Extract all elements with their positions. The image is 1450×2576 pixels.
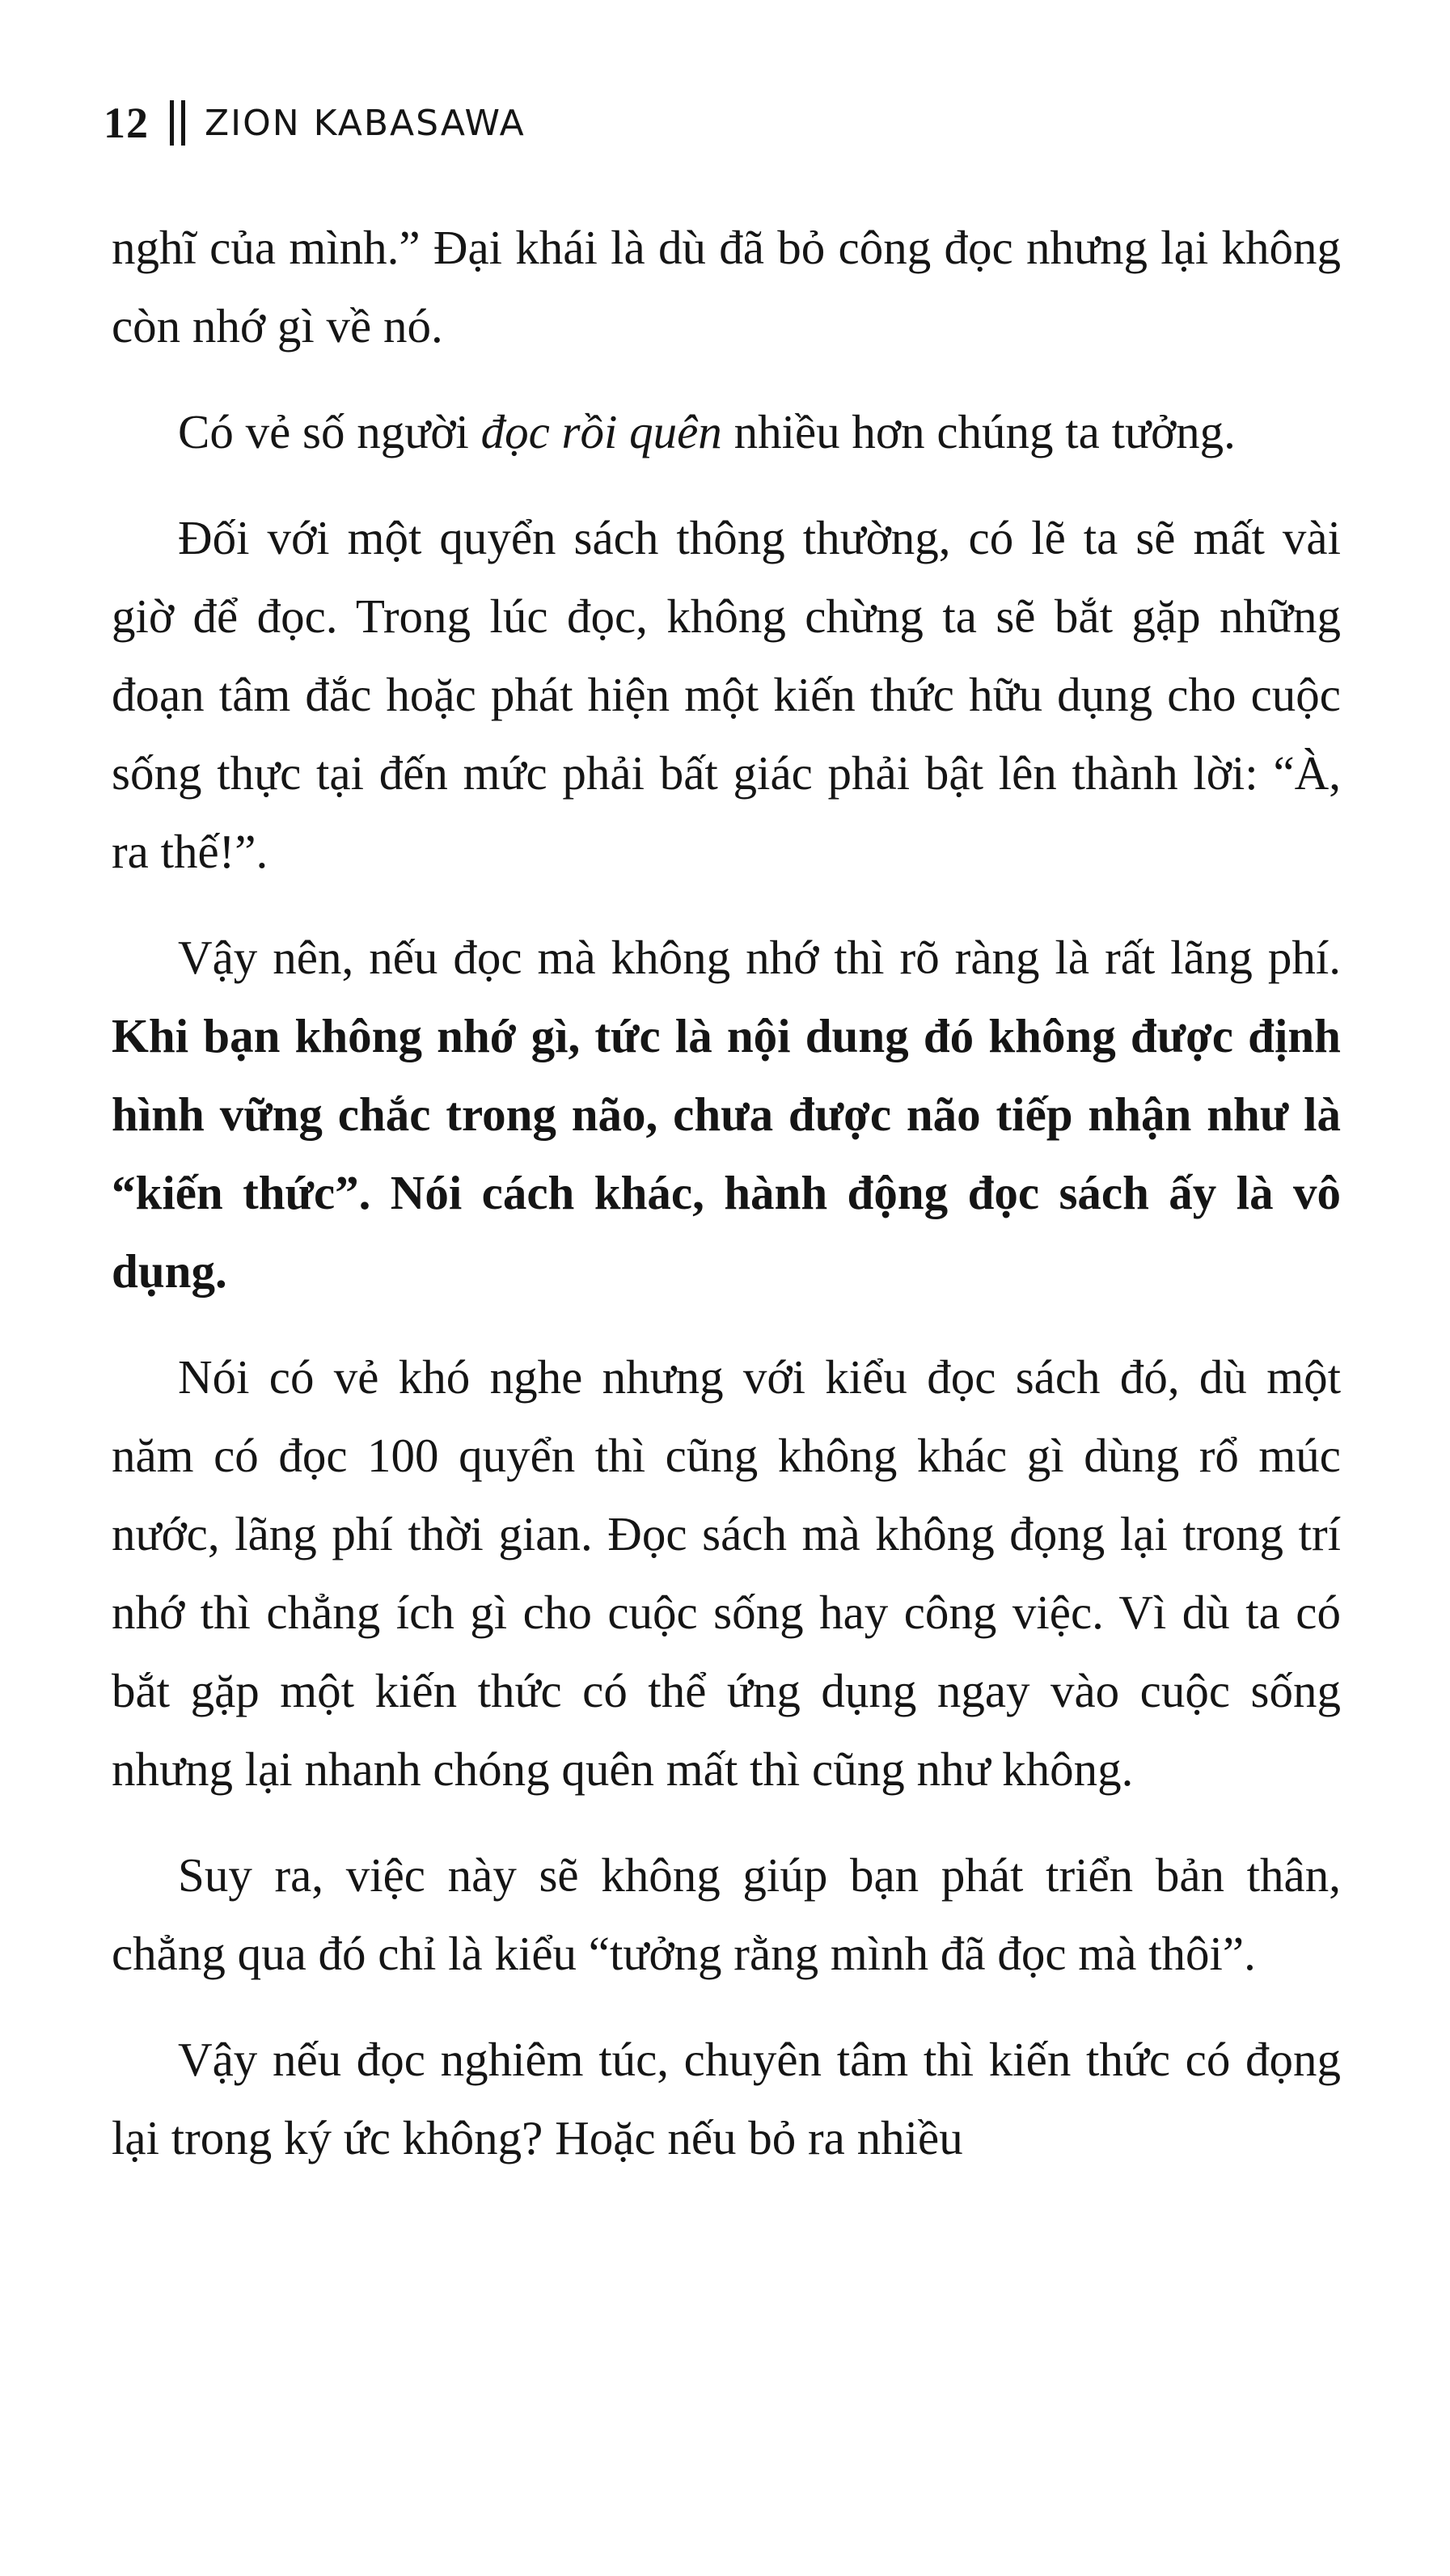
paragraph-text: nghĩ của mình.” Đại khái là dù đã bỏ công đọc nhưng lại không còn nhớ gì về nó.: [112, 221, 1341, 353]
paragraph-4: [112, 918, 1341, 1311]
body-text: [112, 209, 1341, 2205]
paragraph-text: Suy ra, việc này sẽ không giúp bạn phát triển bản thân, chẳng qua đó chỉ là kiểu “tưởng rằng mình đã đọc mà thôi”.: [112, 1848, 1341, 1980]
paragraph-text: Đối với một quyển sách thông thường, có lẽ ta sẽ mất vài giờ để đọc. Trong lúc đọc, không chừng ta sẽ bắt gặp những đoạn tâm đắc hoặc phát hiện một kiến thức hữu dụng cho cuộc sống thực tại đến mức phải bất giác phải bật lên thành lời: “À, ra thế!”.: [112, 511, 1341, 878]
paragraph-1: [112, 209, 1341, 365]
paragraph-7: [112, 2021, 1341, 2177]
paragraph-text: Vậy nếu đọc nghiêm túc, chuyên tâm thì kiến thức có đọng lại trong ký ức không? Hoặc nếu bỏ ra nhiều: [112, 2033, 1341, 2164]
paragraph-6: [112, 1836, 1341, 1993]
header-separator: [170, 100, 185, 146]
paragraph-3: [112, 499, 1341, 891]
page-number: 12: [104, 99, 149, 147]
paragraph-text: Có vẻ số người: [178, 405, 481, 458]
running-header: [104, 91, 526, 155]
paragraph-text: Vậy nên, nếu đọc mà không nhớ thì rõ ràng là rất lãng phí.: [178, 931, 1341, 984]
paragraph-5: [112, 1338, 1341, 1809]
paragraph-text: nhiều hơn chúng ta tưởng.: [721, 405, 1236, 458]
separator-bar: [170, 100, 174, 146]
paragraph-2: [112, 393, 1341, 471]
separator-bar: [181, 100, 185, 146]
author-name: ZION KABASAWA: [205, 102, 526, 144]
paragraph-text: Nói có vẻ khó nghe nhưng với kiểu đọc sách đó, dù một năm có đọc 100 quyển thì cũng không khác gì dùng rổ múc nước, lãng phí thời gian. Đọc sách mà không đọng lại trong trí nhớ thì chẳng ích gì cho cuộc sống hay công việc. Vì dù ta có bắt gặp một kiến thức có thể ứng dụng ngay vào cuộc sống nhưng lại nhanh chóng quên mất thì cũng như không.: [112, 1350, 1341, 1796]
italic-phrase: đọc rồi quên: [480, 405, 722, 458]
bold-statement: Khi bạn không nhớ gì, tức là nội dung đó không được định hình vững chắc trong não, chưa được não tiếp nhận như là “kiến thức”. Nói cách khác, hành động đọc sách ấy là vô dụng.: [112, 1009, 1341, 1298]
